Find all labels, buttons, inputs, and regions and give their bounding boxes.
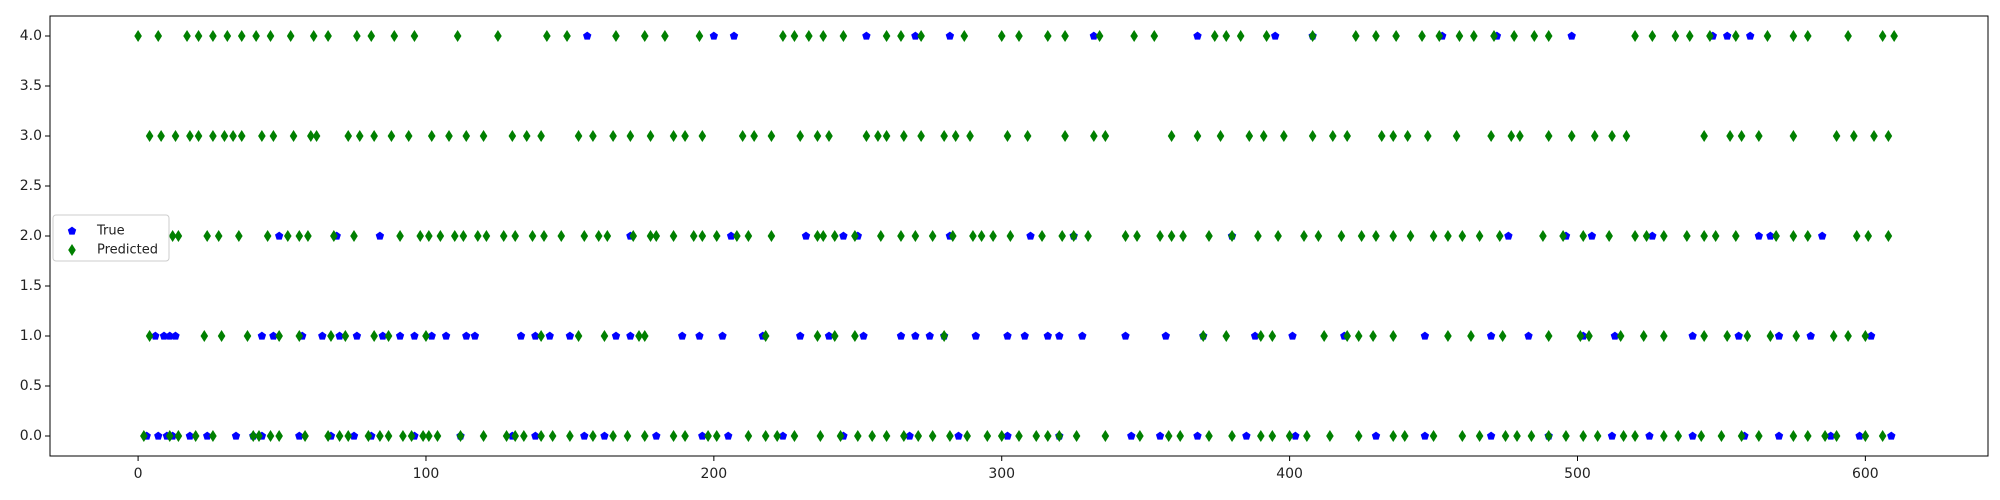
x-tick-label: 100 bbox=[412, 466, 440, 482]
y-tick-label: 0.5 bbox=[19, 378, 42, 394]
y-tick-label: 4.0 bbox=[19, 28, 42, 44]
y-tick-label: 0.0 bbox=[19, 428, 42, 444]
y-tick-label: 1.5 bbox=[19, 278, 42, 294]
x-tick-label: 0 bbox=[133, 466, 143, 482]
x-tick-label: 500 bbox=[1564, 466, 1591, 482]
x-tick-label: 300 bbox=[988, 466, 1016, 482]
legend-label-predicted: Predicted bbox=[97, 242, 159, 258]
y-tick-label: 1.0 bbox=[19, 328, 42, 344]
legend-label-true: True bbox=[97, 223, 125, 239]
x-tick-label: 600 bbox=[1851, 466, 1879, 482]
y-tick-label: 3.5 bbox=[19, 78, 42, 94]
y-tick-label: 3.0 bbox=[19, 128, 42, 144]
y-tick-label: 2.0 bbox=[19, 228, 42, 244]
y-tick-label: 2.5 bbox=[19, 178, 42, 194]
x-tick-label: 400 bbox=[1276, 466, 1303, 482]
x-tick-label: 200 bbox=[700, 466, 728, 482]
legend bbox=[53, 215, 169, 261]
